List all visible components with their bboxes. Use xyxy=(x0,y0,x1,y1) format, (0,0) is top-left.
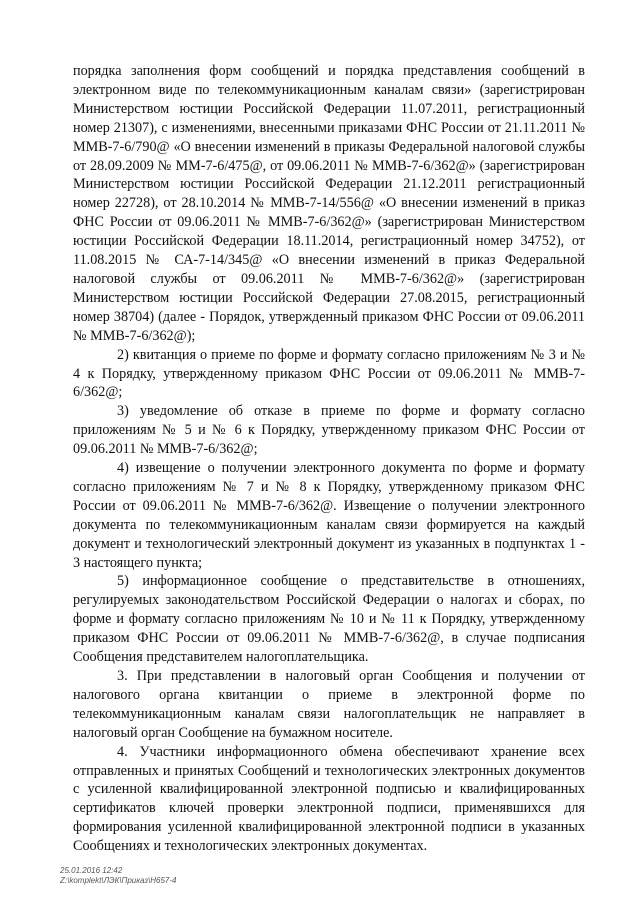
document-body xyxy=(73,62,585,856)
file-stamp-footer xyxy=(60,866,176,886)
footer-file-path: Z:\komplekt\ЛЭК\Приказ\Н657-4 xyxy=(60,876,177,885)
paragraph-item-2-receipt: 2) квитанция о приеме по форме и формату согласно приложениям № 3 и № 4 к Порядку, утвержденному приказом ФНС России от 09.06.2011 № ММВ-7-6/362@; xyxy=(73,346,585,401)
paragraph-item-5-representation-message: 5) информационное сообщение о представительстве в отношениях, регулируемых законодательством Российской Федерации о налогах и сборах, по форме и формату согласно приложениям № 10 и № 11 к Порядку, утвержденному приказом ФНС России от 09.06.2011 № ММВ-7-6/362@, в случае подписания Сообщения представителем налогоплательщика. xyxy=(73,573,585,666)
paragraph-order-reference: порядка заполнения форм сообщений и порядка представления сообщений в электронном виде по телекоммуникационным каналам связи» (зарегистрирован Министерством юстиции Российской Федерации 11.07.2011, регистрационный номер 21307), с изменениями, внесенными приказами ФНС России от 21.11.2011 № ММВ-7-6/790@ «О внесении изменений в приказы Федеральной налоговой службы от 28.09.2009 № ММ-7-6/475@, от 09.06.2011 № ММВ-7-6/362@» (зарегистрирован Министерством юстиции Российской Федерации 21.12.2011 регистрационный номер 22728), от 28.10.2014 № ММВ-7-14/556@ «О внесении изменений в приказ ФНС России от 09.06.2011 № ММВ-7-6/362@» (зарегистрирован Министерством юстиции Российской Федерации 18.11.2014, регистрационный номер 34752), от 11.08.2015 № СА-7-14/345@ «О внесении изменений в приказ Федеральной налоговой службы от 09.06.2011 № ММВ-7-6/362@» (зарегистрирован Министерством юстиции Российской Федерации 27.08.2015, регистрационный номер 38704) (далее - Порядок, утвержденный приказом ФНС России от 09.06.2011 № ММВ-7-6/362@); xyxy=(73,63,585,344)
paragraph-section-3: 3. При представлении в налоговый орган Сообщения и получении от налогового органа квитанции о приеме в электронной форме по телекоммуникационным каналам связи налогоплательщик не направляет в налоговый орган Сообщение на бумажном носителе. xyxy=(73,668,585,741)
paragraph-section-4: 4. Участники информационного обмена обеспечивают хранение всех отправленных и принятых Сообщений и технологических электронных документов с усиленной квалифицированной электронной подписью и квалифицированных сертификатов ключей проверки электронной подписи, применявшихся для формирования усиленной квалифицированной электронной подписи в указанных Сообщениях и технологических электронных документах. xyxy=(73,743,585,855)
footer-timestamp: 25.01.2016 12:42 xyxy=(60,866,123,875)
paragraph-item-4-receipt-notification: 4) извещение о получении электронного документа по форме и формату согласно приложениям № 7 и № 8 к Порядку, утвержденному приказом ФНС России от 09.06.2011 № ММВ-7-6/362@. Извещение о получении электронного документа по телекоммуникационным каналам связи формируется на каждый документ и технологический электронный документ из указанных в подпунктах 1 - 3 настоящего пункта; xyxy=(73,460,585,571)
paragraph-item-3-refusal-notice: 3) уведомление об отказе в приеме по форме и формату согласно приложениям № 5 и № 6 к Порядку, утвержденному приказом ФНС России от 09.06.2011 № ММВ-7-6/362@; xyxy=(73,403,585,458)
